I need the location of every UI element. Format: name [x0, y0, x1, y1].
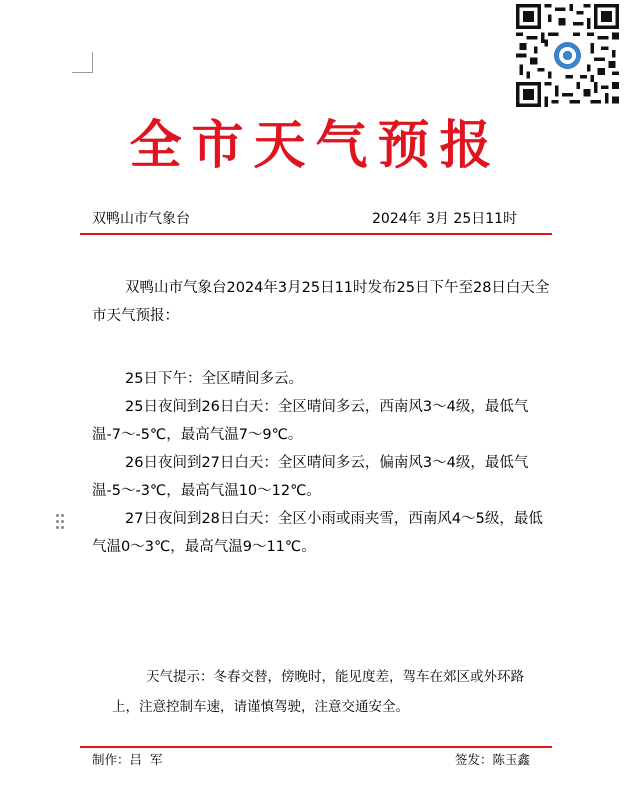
forecast-section — [92, 365, 552, 561]
header-divider — [80, 233, 552, 235]
issue-date: 2024年 3月 25日11时 — [372, 211, 518, 227]
drag-handle-icon[interactable] — [56, 514, 66, 530]
qr-code-icon — [516, 4, 619, 107]
issuer-name: 双鸭山市气象台 — [92, 211, 190, 227]
forecast-line: 27日夜间到28日白天：全区小雨或雨夹雪，西南风4～5级，最低气温0～3℃，最高气温9～11℃。 — [92, 511, 543, 555]
signer-credit: 签发：陈玉鑫 — [455, 752, 531, 767]
author-credit: 制作：吕 军 — [92, 752, 163, 767]
forecast-line: 25日夜间到26日白天：全区晴间多云，西南风3～4级，最低气温-7～-5℃，最高气温7～9℃。 — [92, 399, 529, 443]
intro-section — [92, 274, 552, 330]
weather-tips-text: 天气提示：冬春交替，傍晚时，能见度差，驾车在郊区或外环路上，注意控制车速，请谨慎驾驶，注意交通安全。 — [112, 669, 524, 715]
forecast-line: 26日夜间到27日白天：全区晴间多云，偏南风3～4级，最低气温-5～-3℃，最高气温10～12℃。 — [92, 455, 529, 499]
page-corner-mark — [72, 52, 93, 73]
weather-tips — [112, 662, 542, 722]
forecast-line: 25日下午：全区晴间多云。 — [125, 371, 303, 387]
footer-divider — [80, 746, 552, 748]
intro-paragraph: 双鸭山市气象台2024年3月25日11时发布25日下午至28日白天全市天气预报： — [92, 280, 550, 324]
document-title: 全市天气预报 — [129, 115, 502, 176]
